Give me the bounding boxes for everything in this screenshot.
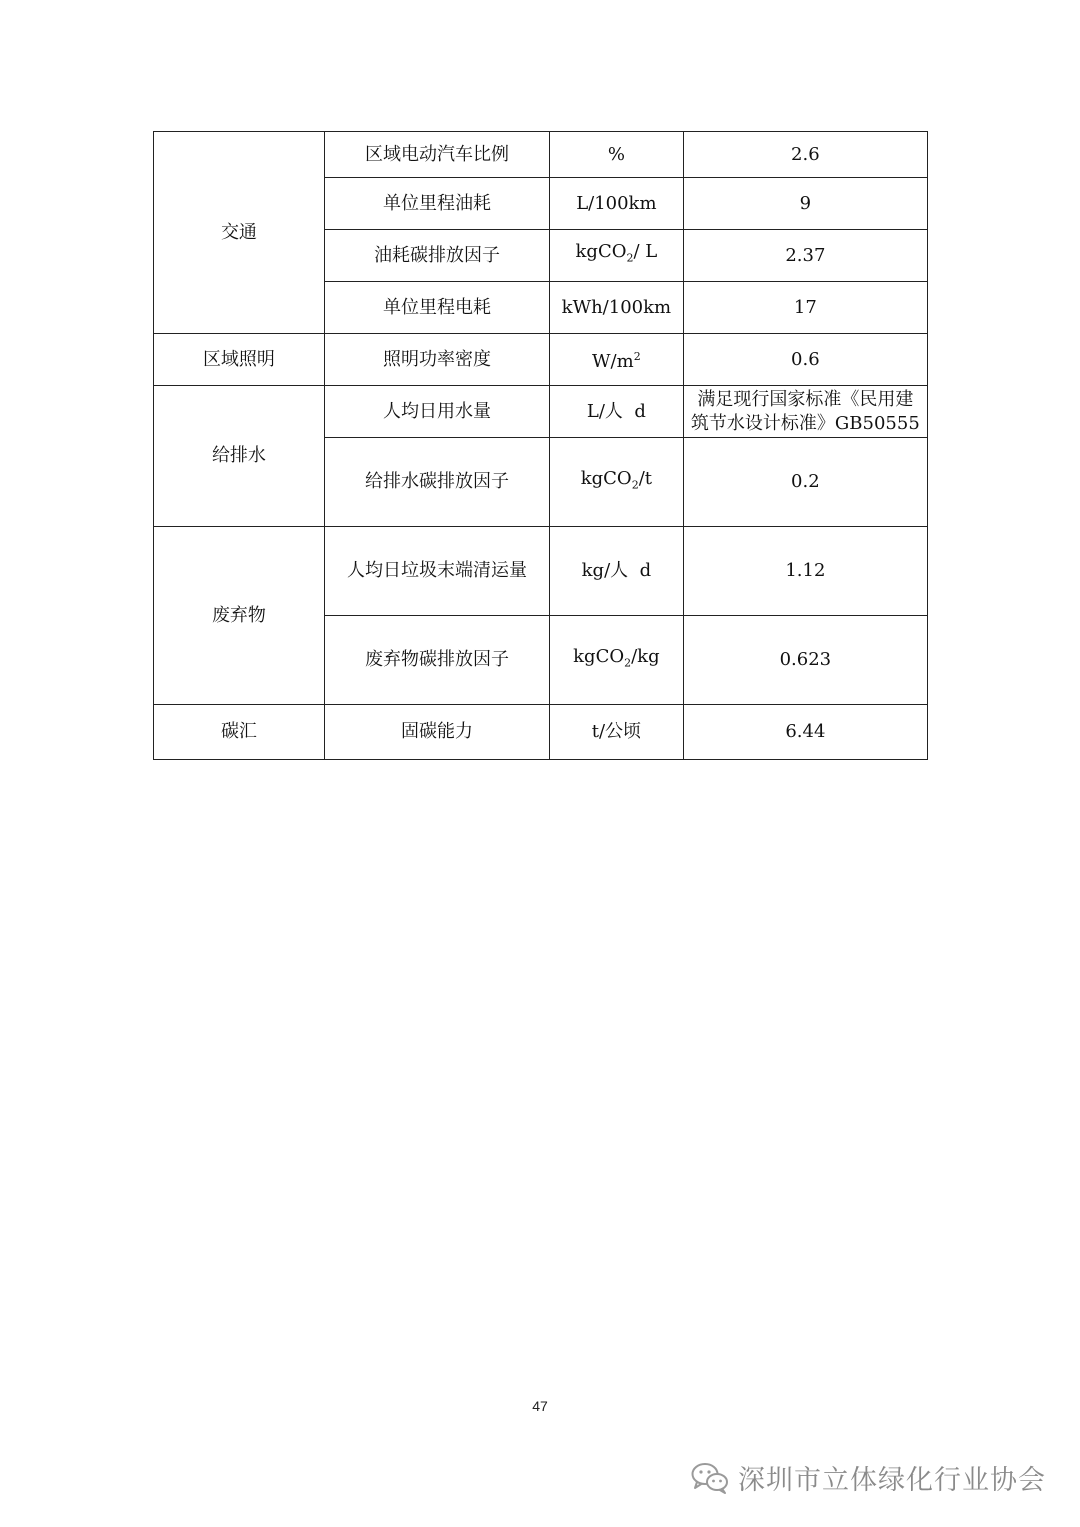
unit-cell: t/公顷 xyxy=(550,705,684,760)
category-cell: 碳汇 xyxy=(154,705,325,760)
unit-main: W/m xyxy=(592,351,634,372)
unit-main: kgCO xyxy=(575,241,627,263)
unit-superscript: 2 xyxy=(633,350,641,363)
table-row xyxy=(154,386,928,438)
unit-cell xyxy=(550,616,684,705)
item-cell: 区域电动汽车比例 xyxy=(324,132,549,178)
value-cell: 0.6 xyxy=(683,334,927,386)
item-cell: 人均日垃圾末端清运量 xyxy=(324,527,549,616)
item-cell: 单位里程电耗 xyxy=(324,282,549,334)
unit-tail: / L xyxy=(633,241,658,263)
wechat-icon xyxy=(690,1461,730,1495)
value-cell: 1.12 xyxy=(683,527,927,616)
value-cell: 6.44 xyxy=(683,705,927,760)
value-cell: 0.2 xyxy=(683,438,927,527)
value-cell: 满足现行国家标准《民用建筑节水设计标准》GB50555 xyxy=(683,386,927,438)
unit-tail: /kg xyxy=(631,645,660,667)
table-row xyxy=(154,705,928,760)
unit-cell: % xyxy=(550,132,684,178)
item-cell: 废弃物碳排放因子 xyxy=(324,616,549,705)
item-cell: 照明功率密度 xyxy=(324,334,549,386)
table-row xyxy=(154,132,928,178)
value-cell: 17 xyxy=(683,282,927,334)
unit-tail: /t xyxy=(638,467,653,489)
item-cell: 给排水碳排放因子 xyxy=(324,438,549,527)
unit-subscript: 2 xyxy=(626,251,634,265)
unit-main: kgCO xyxy=(580,467,632,489)
item-cell: 人均日用水量 xyxy=(324,386,549,438)
unit-cell xyxy=(550,438,684,527)
value-cell: 2.37 xyxy=(683,230,927,282)
watermark-text: 深圳市立体绿化行业协会 xyxy=(738,1465,1046,1496)
unit-cell: kg/人 d xyxy=(550,527,684,616)
item-cell: 固碳能力 xyxy=(324,705,549,760)
value-cell: 2.6 xyxy=(683,132,927,178)
table-row xyxy=(154,334,928,386)
category-cell: 交通 xyxy=(154,132,325,334)
value-cell: 0.623 xyxy=(683,616,927,705)
watermark xyxy=(690,1458,1046,1497)
category-cell: 区域照明 xyxy=(154,334,325,386)
unit-subscript: 2 xyxy=(631,478,639,492)
parameter-table xyxy=(153,131,928,760)
unit-cell: kWh/100km xyxy=(550,282,684,334)
table-row xyxy=(154,527,928,616)
value-cell: 9 xyxy=(683,178,927,230)
unit-cell: L/人 d xyxy=(550,386,684,438)
item-cell: 油耗碳排放因子 xyxy=(324,230,549,282)
unit-cell xyxy=(550,230,684,282)
category-cell: 给排水 xyxy=(154,386,325,527)
unit-cell xyxy=(550,334,684,386)
page-number: 47 xyxy=(532,1398,548,1414)
unit-cell: L/100km xyxy=(550,178,684,230)
unit-subscript: 2 xyxy=(624,656,632,670)
category-cell: 废弃物 xyxy=(154,527,325,705)
item-cell: 单位里程油耗 xyxy=(324,178,549,230)
unit-main: kgCO xyxy=(573,645,625,667)
